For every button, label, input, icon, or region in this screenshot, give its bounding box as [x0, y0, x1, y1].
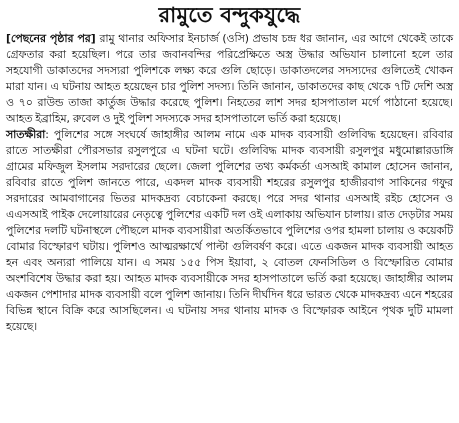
continued-from-label: [পেছনের পৃষ্ঠার পর] — [6, 32, 96, 45]
paragraph-ramu — [6, 31, 453, 127]
paragraph-ramu-text: রামু থানার অফিসার ইনচার্জ (ওসি) প্রভাষ চন্দ্র ধর জানান, এর আগে থেকেই তাকে গ্রেফতার করা হয়েছিল। পরে তার জবানবন্দির পরিপ্রেক্ষিতে অস্ত্র উদ্ধার অভিযান চালানো হলে তার সহযোগী ডাকাতদের সদস্যরা পুলিশকে লক্ষ্য করে গুলি ছোড়ে। ডাকাতদলের সদস্যদের গুলিতেই খোকন মারা যান। এ ঘটনায় আহত হয়েছেন চার পুলিশ সদস্য। তিনি জানান, ডাকাতদের কাছ থেকে ৭টি দেশি অস্ত্র ও ৭০ রাউন্ড তাজা কার্তুজ উদ্ধার করেছে পুলিশ। নিহতের লাশ সদর হাসপাতাল মর্গে পাঠানো হয়েছে। আহত ইব্রাহিম, রুবেল ও দুই পুলিশ সদস্যকে সদর হাসপাতালে ভর্তি করা হয়েছে। — [6, 32, 453, 125]
paragraph-satkhira-text: : পুলিশের সঙ্গে সংঘর্ষে জাহাঙ্গীর আলম নামে এক মাদক ব্যবসায়ী গুলিবিদ্ধ হয়েছেন। রবিবার রাতে সাতক্ষীরা পৌরসভার রসুলপুরে এ ঘটনা ঘটে। গুলিবিদ্ধ মাদক ব্যবসায়ী রসুলপুর মধুমোল্লারডাঙ্গি গ্রামের মফিজুল ইসলাম সরদারের ছেলে। জেলা পুলিশের তথ্য কর্মকর্তা এসআই কামাল হোসেন জানান, রবিবার রাতে পুলিশ জানতে পারে, একদল মাদক ব্যবসায়ী শহরের রসুলপুর হাজীরবাগ সাকিনের গফুর সরদারের আমবাগানের ভিতর মাদকদ্রব্য বেচাকেনা করছে। পরে সদর থানার এসআই রইচ হোসেন ও এএসআই পাইক দেলোয়ারের নেতৃত্বে পুলিশের একটি দল ওই এলাকায় অভিযান চালায়। রাত দেড়টার সময় পুলিশের দলটি ঘটনাস্থলে পৌছলে মাদক ব্যবসায়ীরা অতর্কিতভাবে পুলিশের ওপর হামলা চালায় ও কয়েকটি বোমার বিস্ফোরণ ঘটায়। পুলিশও আত্মরক্ষার্থে পাল্টা গুলিবর্ষণ করে। এতে একজন মাদক ব্যবসায়ী আহত হন এবং অন্যরা পালিয়ে যান। এ সময় ১৫৫ পিস ইয়াবা, ২ বোতল ফেনসিডিল ও বিস্ফোরিত বোমার অংশবিশেষ উদ্ধার করা হয়। আহত মাদক ব্যবসায়ীকে সদর হাসপাতালে ভর্তি করা হয়েছে। জাহাঙ্গীর আলম একজন পেশাদার মাদক ব্যবসায়ী বলে পুলিশ জানায়। তিনি দীর্ঘদিন ধরে ভারত থেকে মাদকদ্রব্য এনে শহরের বিভিন্ন স্থানে বিক্রি করে আসছিলেন। এ ঘটনায় সদর থানায় মাদক ও বিস্ফোরক আইনে পৃথক দুটি মামলা হয়েছে। — [6, 128, 453, 333]
section-kicker-satkhira: সাতক্ষীরা — [6, 128, 46, 141]
article-body — [6, 31, 453, 335]
article-headline: রামুতে বন্দুকযুদ্ধে — [158, 3, 301, 27]
paragraph-satkhira — [6, 127, 453, 335]
